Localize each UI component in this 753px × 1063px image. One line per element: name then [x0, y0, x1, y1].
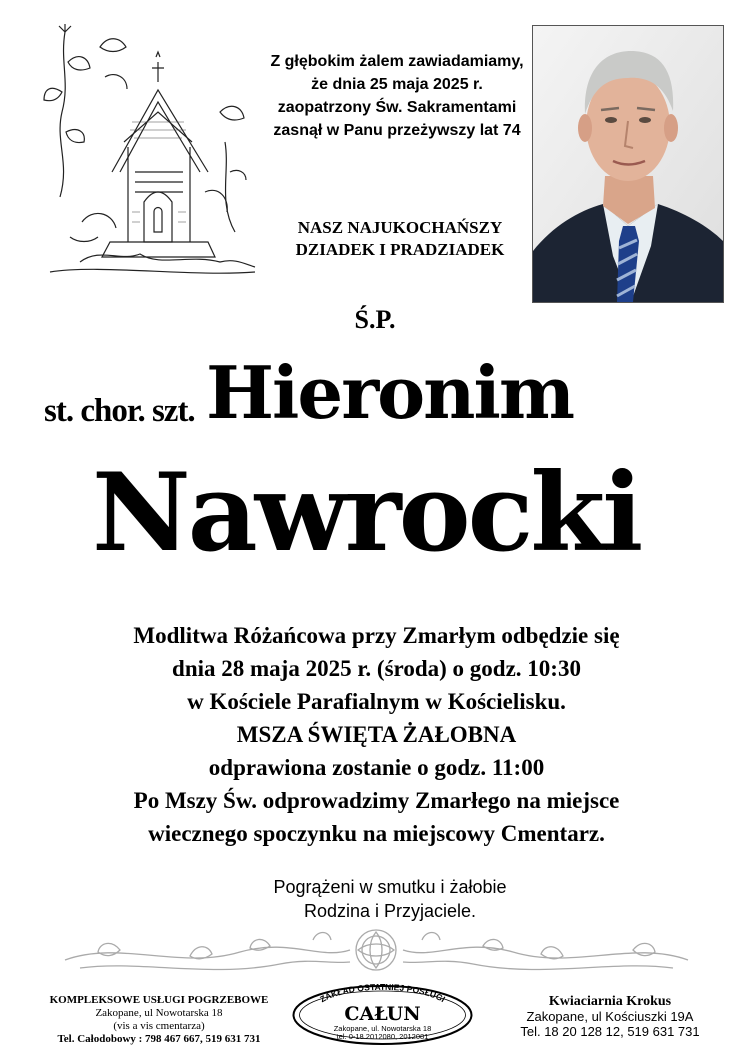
mourners	[200, 875, 580, 923]
military-rank: st. chor. szt.	[44, 393, 195, 429]
florist-name: Kwiaciarnia Krokus	[548, 994, 672, 1009]
ceremony-line: wiecznego spoczynku na miejscowy Cmentarz.	[148, 821, 605, 846]
ceremony-line: Po Mszy Św. odprowadzimy Zmarłego na miejsce	[133, 788, 620, 813]
funeral-home-phone: Tel. Całodobowy : 798 467 667, 519 631 731	[57, 1033, 261, 1045]
ceremony-line: dnia 28 maja 2025 r. (środa) o godz. 10:30	[172, 656, 581, 681]
intro-line: Z głębokim żalem zawiadamiamy,	[270, 53, 524, 70]
chapel-sketch-icon	[40, 22, 262, 287]
mourners-line: Rodzina i Przyjaciele.	[303, 901, 477, 921]
intro-line: że dnia 25 maja 2025 r.	[311, 76, 483, 93]
announcement-intro	[262, 50, 532, 142]
florist-phone: Tel. 18 20 128 12, 519 631 731	[520, 1024, 700, 1039]
funeral-home-address: Zakopane, ul Nowotarska 18	[95, 1007, 223, 1019]
funeral-home-info	[14, 994, 304, 1046]
family-relation	[280, 217, 520, 261]
logo-address: Zakopane, ul. Nowotarska 18	[333, 1024, 432, 1033]
portrait-image	[533, 26, 723, 302]
calun-logo-icon	[290, 984, 475, 1046]
last-name: Nawrocki	[92, 450, 641, 576]
funeral-home-title: KOMPLEKSOWE USŁUGI POGRZEBOWE	[49, 994, 269, 1006]
portrait-photo	[532, 25, 724, 303]
family-line: NASZ NAJUKOCHAŃSZY	[297, 218, 503, 237]
mourners-line: Pogrążeni w smutku i żałobie	[273, 877, 507, 897]
sp-prefix: Ś.P.	[354, 305, 396, 334]
ceremony-line: odprawiona zostanie o godz. 11:00	[208, 755, 545, 780]
intro-line: zasnął w Panu przeżywszy lat 74	[273, 122, 521, 139]
florist-address: Zakopane, ul Kościuszki 19A	[526, 1009, 694, 1024]
funeral-home-note: (vis a vis cmentarza)	[113, 1020, 205, 1032]
ceremony-info	[30, 619, 723, 850]
logo-phone: tel. 0-18 2012080, 2012081	[336, 1032, 429, 1041]
florist-info	[480, 994, 740, 1039]
logo-name: CAŁUN	[344, 1003, 421, 1025]
family-line: DZIADEK I PRADZIADEK	[295, 240, 505, 259]
ceremony-line: Modlitwa Różańcowa przy Zmarłym odbędzie się	[133, 623, 620, 648]
floral-ornament-icon	[60, 920, 693, 982]
ceremony-line: MSZA ŚWIĘTA ŻAŁOBNA	[236, 722, 517, 747]
first-name: Hieronim	[206, 350, 574, 435]
intro-line: zaopatrzony Św. Sakramentami	[277, 99, 517, 116]
ceremony-line: w Kościele Parafialnym w Kościelisku.	[187, 689, 566, 714]
logo-top-text: ZAKŁAD OSTATNIEJ POSŁUGI	[318, 984, 447, 1005]
